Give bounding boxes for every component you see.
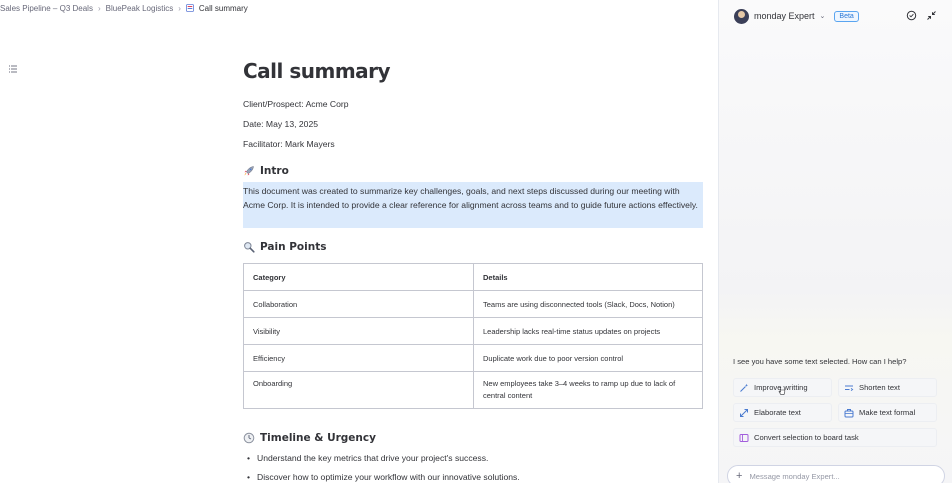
magnifier-icon <box>243 241 255 253</box>
chat-history-icon[interactable] <box>906 10 917 21</box>
meta-facilitator[interactable]: Facilitator: Mark Mayers <box>243 139 335 149</box>
table-cell-category[interactable]: Onboarding <box>244 372 474 409</box>
shorten-text-button[interactable] <box>838 378 937 397</box>
list-item[interactable]: • Understand the key metrics that drive your project's success. <box>247 452 520 471</box>
timeline-bullet-list <box>247 452 520 483</box>
page-title[interactable]: Call summary <box>243 59 391 83</box>
breadcrumb <box>0 2 248 14</box>
shorten-text-label: Shorten text <box>859 383 900 392</box>
expand-icon <box>739 408 749 418</box>
minimize-icon[interactable] <box>926 10 937 21</box>
table-cell-details[interactable]: Teams are using disconnected tools (Slack, Docs, Notion) <box>474 291 703 318</box>
table-row <box>244 318 703 345</box>
make-text-formal-button[interactable] <box>838 403 937 422</box>
chevron-down-icon[interactable]: ⌄ <box>819 13 826 20</box>
breadcrumb-item-board[interactable]: Sales Pipeline – Q3 Deals <box>0 3 93 13</box>
table-cell-category[interactable]: Collaboration <box>244 291 474 318</box>
assistant-header <box>734 7 859 25</box>
chevron-right-icon: › <box>178 3 181 13</box>
assistant-name[interactable]: monday Expert <box>754 11 815 21</box>
meta-date[interactable]: Date: May 13, 2025 <box>243 119 319 129</box>
table-row <box>244 372 703 409</box>
beta-badge: Beta <box>834 11 858 22</box>
shorten-icon <box>844 383 854 393</box>
clock-icon <box>243 432 255 444</box>
elaborate-text-label: Elaborate text <box>754 408 801 417</box>
table-of-contents-icon[interactable] <box>8 64 18 74</box>
table-row <box>244 345 703 372</box>
convert-to-board-task-button[interactable] <box>733 428 937 447</box>
pain-points-heading[interactable] <box>243 239 326 255</box>
intro-heading[interactable] <box>243 163 289 179</box>
board-task-icon <box>739 433 749 443</box>
assistant-panel <box>718 0 952 483</box>
table-cell-details[interactable]: Leadership lacks real-time status updates on projects <box>474 318 703 345</box>
selected-intro-text[interactable]: This document was created to summarize key challenges, goals, and next steps discussed during our meeting with Acme Corp. It is intended to provide a clear reference for alignment across teams and to guide future actions effectively. <box>243 182 703 228</box>
assistant-message: I see you have some text selected. How can I help? <box>733 357 907 366</box>
elaborate-text-button[interactable] <box>733 403 832 422</box>
rocket-icon <box>243 165 255 177</box>
breadcrumb-item-item[interactable]: BluePeak Logistics <box>105 3 174 13</box>
message-input[interactable] <box>727 465 945 483</box>
list-item[interactable]: • Discover how to optimize your workflow with our innovative solutions. <box>247 471 520 483</box>
table-cell-details[interactable]: New employees take 3–4 weeks to ramp up due to lack of central content <box>474 372 703 409</box>
magic-wand-icon <box>739 383 749 393</box>
mouse-pointer-icon <box>778 386 786 396</box>
doc-icon <box>186 4 194 12</box>
column-header-category[interactable]: Category <box>244 264 474 291</box>
plus-icon[interactable]: + <box>736 470 743 482</box>
pain-points-table <box>243 263 703 409</box>
breadcrumb-item-current: Call summary <box>198 3 248 13</box>
chevron-right-icon: › <box>97 3 101 13</box>
pain-points-heading-text: Pain Points <box>260 241 327 253</box>
table-cell-details[interactable]: Duplicate work due to poor version control <box>474 345 703 372</box>
table-cell-category[interactable]: Efficiency <box>244 345 474 372</box>
column-header-details[interactable]: Details <box>474 264 703 291</box>
avatar <box>734 9 749 24</box>
briefcase-icon <box>844 408 854 418</box>
make-text-formal-label: Make text formal <box>859 408 916 417</box>
timeline-heading-text: Timeline & Urgency <box>260 432 376 444</box>
message-input-placeholder: Message monday Expert... <box>749 471 840 481</box>
table-row <box>244 291 703 318</box>
intro-heading-text: Intro <box>260 165 289 177</box>
document-body <box>243 56 703 482</box>
meta-client[interactable]: Client/Prospect: Acme Corp <box>243 99 349 109</box>
table-cell-category[interactable]: Visibility <box>244 318 474 345</box>
improve-writing-label: Improve writting <box>754 383 808 392</box>
timeline-heading[interactable] <box>243 430 376 446</box>
table-header-row <box>244 264 703 291</box>
convert-to-board-task-label: Convert selection to board task <box>754 433 859 442</box>
